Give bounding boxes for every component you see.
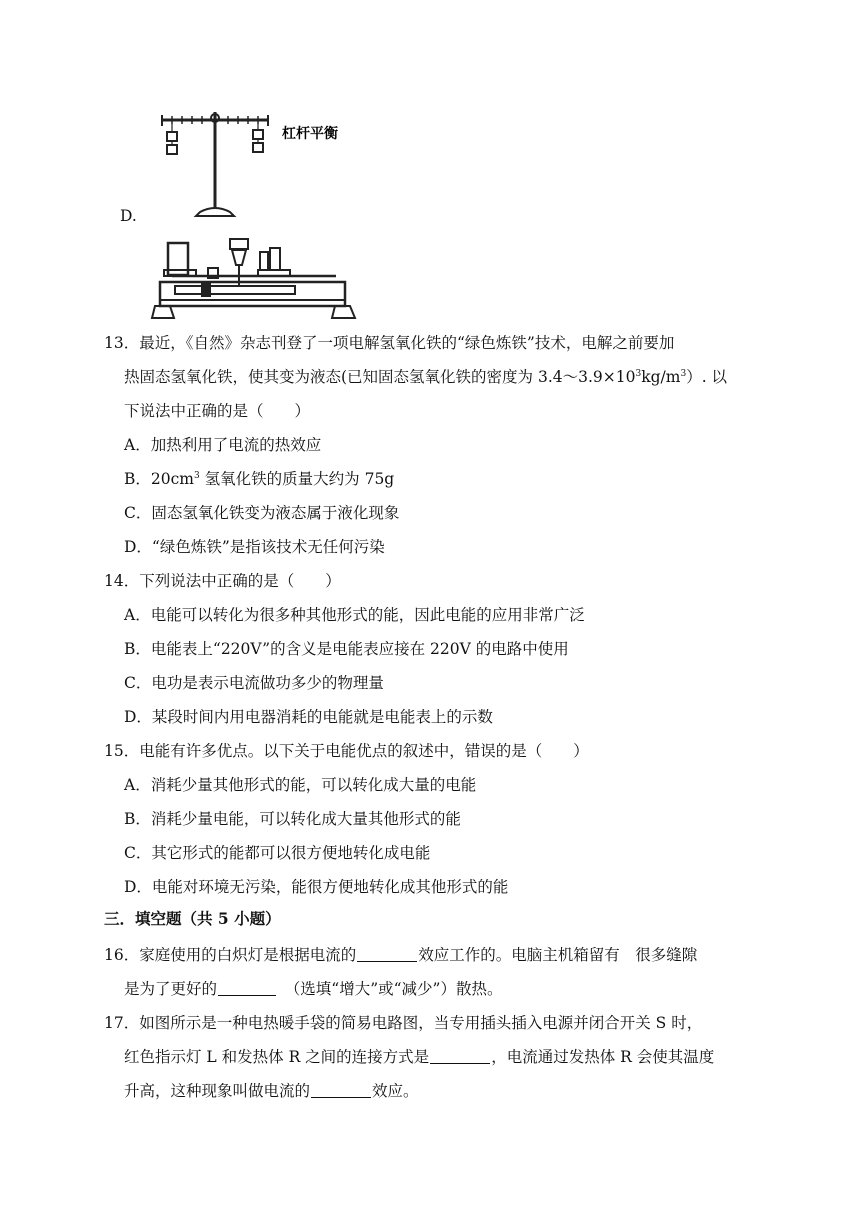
q15-option-d[interactable]: D．电能对环境无污染，能很方便地转化成其他形式的能 <box>124 878 509 896</box>
figure-caption: 杠杆平衡 <box>282 126 338 142</box>
q13-option-a[interactable]: A．加热利用了电流的热效应 <box>124 436 322 454</box>
q16-line1-a: 家庭使用的白炽灯是根据电流的 <box>139 946 357 964</box>
q14-option-a[interactable]: A．电能可以转化为很多种其他形式的能，因此电能的应用非常广泛 <box>124 606 585 624</box>
q17-blank-1[interactable] <box>430 1047 490 1064</box>
q15-number: 15． <box>104 742 140 760</box>
q13-option-d[interactable]: D．“绿色炼铁”是指该技术无任何污染 <box>124 538 385 556</box>
q14-option-c[interactable]: C．电功是表示电流做功多少的物理量 <box>124 674 384 692</box>
q13-sup1: 3 <box>635 369 642 379</box>
q14-stem <box>104 570 341 592</box>
q15-stem-text: 电能有许多优点。以下关于电能优点的叙述中，错误的是（ ） <box>139 742 589 760</box>
q15-option-c[interactable]: C．其它形式的能都可以很方便地转化成电能 <box>124 844 431 862</box>
q15-option-b[interactable]: B．消耗少量电能，可以转化成大量其他形式的能 <box>124 810 461 828</box>
q13-stem-line2-b: kg/m <box>641 368 681 386</box>
q14-option-d[interactable]: D．某段时间内用电器消耗的电能就是电能表上的示数 <box>124 708 493 726</box>
q17-line2 <box>124 1046 714 1068</box>
q14-option-b[interactable]: B．电能表上“220V”的含义是电能表应接在 220V 的电路中使用 <box>124 640 569 658</box>
q13-line1 <box>104 332 674 354</box>
q13-option-b[interactable] <box>124 468 394 490</box>
q13-option-c[interactable]: C．固态氢氧化铁变为液态属于液化现象 <box>124 504 400 522</box>
lever-balance-figure <box>150 100 360 320</box>
q17-line3-a: 升高，这种现象叫做电流的 <box>124 1082 311 1100</box>
q13-stem-line2-c: ）. 以 <box>686 368 728 386</box>
q16-line2-a: 是为了更好的 <box>124 980 218 998</box>
q16-line1-b: 效应工作的。电脑主机箱留有 很多缝隙 <box>418 946 698 964</box>
q16-line2-b: （选填“增大”或“减少”）散热。 <box>292 980 503 998</box>
q14-stem-text: 下列说法中正确的是（ ） <box>139 572 341 590</box>
q16-line2 <box>124 978 502 1000</box>
q13-stem-line1: 最近，《自然》杂志刊登了一项电解氢氧化铁的“绿色炼铁”技术，电解之前要加 <box>139 334 675 352</box>
q16-blank-1[interactable] <box>357 945 417 962</box>
figure-option-label: D. <box>120 207 137 225</box>
section-title: 三．填空题（共 5 小题） <box>104 909 281 928</box>
q16-blank-2[interactable] <box>218 979 276 996</box>
q13-line2 <box>124 366 727 388</box>
q17-number: 17． <box>104 1014 140 1032</box>
q17-line2-a: 红色指示灯 L 和发热体 R 之间的连接方式是 <box>124 1048 430 1066</box>
q17-line3 <box>124 1080 419 1102</box>
q17-line1 <box>104 1012 702 1034</box>
q17-line2-b: ，电流通过发热体 R 会使其温度 <box>491 1048 715 1066</box>
q14-number: 14． <box>104 572 140 590</box>
q13-option-b-a: B．20cm <box>124 470 194 488</box>
q13-sup2: 3 <box>680 369 687 379</box>
q16-line1 <box>104 944 697 966</box>
q15-stem <box>104 740 589 762</box>
q16-number: 16． <box>104 946 140 964</box>
q17-line1-text: 如图所示是一种电热暖手袋的简易电路图，当专用插头插入电源并闭合开关 S 时， <box>139 1014 703 1032</box>
q17-blank-2[interactable] <box>311 1081 371 1098</box>
q13-option-b-sup: 3 <box>194 471 200 481</box>
q17-line3-b: 效应。 <box>372 1082 419 1100</box>
q15-option-a[interactable]: A．消耗少量其他形式的能，可以转化成大量的电能 <box>124 776 477 794</box>
q13-option-b-b: 氢氧化铁的质量大约为 75g <box>199 470 395 488</box>
q13-stem-line3: 下说法中正确的是（ ） <box>124 402 311 420</box>
q13-stem-line2-a: 热固态氢氧化铁，使其变为液态(已知固态氢氧化铁的密度为 3.4～3.9×10 <box>124 368 636 386</box>
q13-number: 13． <box>104 334 140 352</box>
